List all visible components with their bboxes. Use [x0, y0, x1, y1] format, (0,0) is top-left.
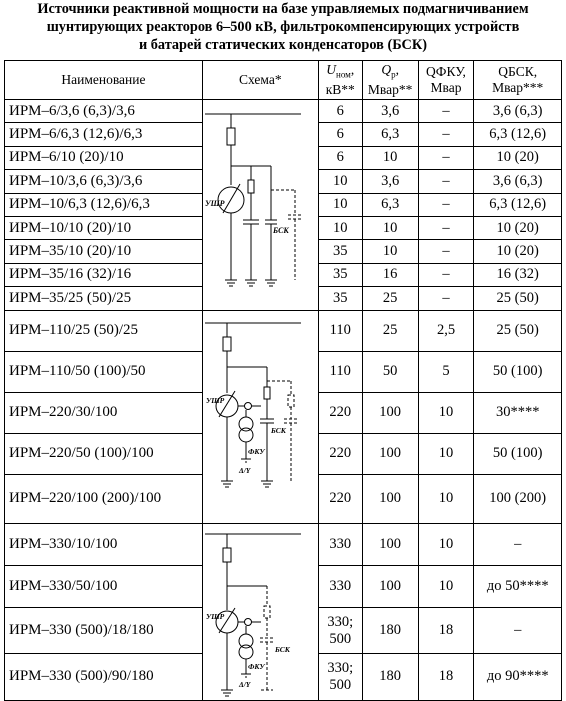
cell-name: ИРМ–330 (500)/18/180	[5, 608, 203, 654]
header-scheme: Схема*	[202, 61, 318, 100]
cell-unom: 220	[318, 392, 362, 433]
cell-qfku: –	[418, 240, 474, 263]
cell-qr: 10	[362, 216, 418, 239]
cell-qr: 6,3	[362, 123, 418, 146]
cell-qbsk: 16 (32)	[474, 263, 562, 286]
label-ushr: УШР	[205, 611, 225, 621]
cell-name: ИРМ–10/10 (20)/10	[5, 216, 203, 239]
cell-qfku: 10	[418, 474, 474, 523]
table-row	[5, 100, 562, 123]
circuit-diagram-bsk	[203, 100, 318, 301]
cell-qr: 25	[362, 310, 418, 351]
cell-unom: 10	[318, 193, 362, 216]
cell-unom: 6	[318, 146, 362, 169]
cell-qbsk: 10 (20)	[474, 240, 562, 263]
cell-qr: 100	[362, 433, 418, 474]
cell-qbsk: 50 (100)	[474, 351, 562, 392]
cell-unom: 6	[318, 123, 362, 146]
label-bsk: БСК	[272, 226, 289, 235]
label-ushr: УШР	[205, 395, 225, 405]
header-qr: $Q_р$, Мвар**	[362, 61, 418, 100]
cell-qfku: –	[418, 263, 474, 286]
cell-qbsk: 30****	[474, 392, 562, 433]
cell-name: ИРМ–6/10 (20)/10	[5, 146, 203, 169]
cell-qbsk: 3,6 (6,3)	[474, 170, 562, 193]
cell-unom: 10	[318, 216, 362, 239]
cell-unom: 220	[318, 433, 362, 474]
label-ushr: УШР	[204, 199, 225, 208]
circuit-diagram-fku-bsk	[203, 311, 318, 491]
cell-name: ИРМ–220/30/100	[5, 392, 203, 433]
specs-table	[4, 60, 562, 701]
cell-qbsk: 10 (20)	[474, 216, 562, 239]
cell-qfku: 10	[418, 523, 474, 565]
cell-unom: 6	[318, 100, 362, 123]
cell-qbsk: 10 (20)	[474, 146, 562, 169]
cell-qr: 6,3	[362, 193, 418, 216]
title-line-1: Источники реактивной мощности на базе управляемых подмагничиванием	[37, 1, 529, 17]
cell-qbsk: до 50****	[474, 565, 562, 607]
page-title	[0, 0, 566, 54]
cell-name: ИРМ–10/6,3 (12,6)/6,3	[5, 193, 203, 216]
cell-unom: 35	[318, 287, 362, 310]
cell-name: ИРМ–110/50 (100)/50	[5, 351, 203, 392]
cell-unom: 330	[318, 523, 362, 565]
cell-name: ИРМ–220/50 (100)/100	[5, 433, 203, 474]
cell-qfku: –	[418, 123, 474, 146]
cell-qfku: –	[418, 170, 474, 193]
label-delta-y: Δ/Y	[238, 465, 251, 475]
cell-qr: 3,6	[362, 100, 418, 123]
cell-name: ИРМ–10/3,6 (6,3)/3,6	[5, 170, 203, 193]
circuit-diagram-fku-bsk-330	[203, 524, 318, 700]
cell-qbsk: 3,6 (6,3)	[474, 100, 562, 123]
cell-qr: 100	[362, 474, 418, 523]
cell-qfku: –	[418, 100, 474, 123]
cell-qfku: 10	[418, 565, 474, 607]
cell-name: ИРМ–35/25 (50)/25	[5, 287, 203, 310]
cell-qfku: 18	[418, 654, 474, 700]
cell-qfku: 10	[418, 433, 474, 474]
cell-qbsk: до 90****	[474, 654, 562, 700]
cell-unom: 220	[318, 474, 362, 523]
header-qbsk: QБСК, Мвар***	[474, 61, 562, 100]
cell-qr: 3,6	[362, 170, 418, 193]
title-line-2: шунтирующих реакторов 6–500 кВ, фильтрокомпенсирующих устройств	[46, 19, 520, 35]
cell-qfku: 2,5	[418, 310, 474, 351]
label-fku: ФКУ	[247, 446, 265, 456]
cell-qr: 100	[362, 392, 418, 433]
cell-qbsk: 25 (50)	[474, 287, 562, 310]
cell-qfku: 5	[418, 351, 474, 392]
cell-qr: 180	[362, 654, 418, 700]
header-unom: $U_{ном}$, кВ**	[318, 61, 362, 100]
table-row	[5, 310, 562, 351]
cell-unom: 110	[318, 351, 362, 392]
cell-qr: 10	[362, 146, 418, 169]
label-delta-y: Δ/Y	[238, 679, 251, 689]
cell-unom: 110	[318, 310, 362, 351]
cell-qbsk: 6,3 (12,6)	[474, 193, 562, 216]
cell-name: ИРМ–330/50/100	[5, 565, 203, 607]
label-bsk: БСК	[274, 644, 290, 654]
label-bsk: БСК	[270, 425, 286, 435]
cell-unom: 330; 500	[318, 608, 362, 654]
cell-qr: 25	[362, 287, 418, 310]
cell-qfku: 10	[418, 392, 474, 433]
cell-name: ИРМ–35/16 (32)/16	[5, 263, 203, 286]
cell-name: ИРМ–35/10 (20)/10	[5, 240, 203, 263]
cell-qr: 100	[362, 565, 418, 607]
cell-qbsk: –	[474, 523, 562, 565]
cell-qr: 16	[362, 263, 418, 286]
cell-qbsk: 100 (200)	[474, 474, 562, 523]
cell-unom: 330	[318, 565, 362, 607]
scheme-cell-group-2	[202, 310, 318, 523]
cell-qbsk: –	[474, 608, 562, 654]
cell-qbsk: 25 (50)	[474, 310, 562, 351]
cell-qfku: –	[418, 146, 474, 169]
cell-unom: 330; 500	[318, 654, 362, 700]
title-line-3: и батарей статических конденсаторов (БСК)	[138, 37, 428, 53]
header-qfku: QФКУ, Мвар	[418, 61, 474, 100]
cell-qr: 100	[362, 523, 418, 565]
cell-qr: 50	[362, 351, 418, 392]
table-header-row	[5, 61, 562, 100]
cell-unom: 35	[318, 263, 362, 286]
cell-name: ИРМ–220/100 (200)/100	[5, 474, 203, 523]
scheme-cell-group-3	[202, 523, 318, 700]
cell-qfku: –	[418, 287, 474, 310]
cell-unom: 10	[318, 170, 362, 193]
cell-name: ИРМ–330 (500)/90/180	[5, 654, 203, 700]
table-row	[5, 523, 562, 565]
cell-unom: 35	[318, 240, 362, 263]
cell-name: ИРМ–6/6,3 (12,6)/6,3	[5, 123, 203, 146]
cell-name: ИРМ–110/25 (50)/25	[5, 310, 203, 351]
cell-qfku: 18	[418, 608, 474, 654]
cell-qbsk: 50 (100)	[474, 433, 562, 474]
cell-qfku: –	[418, 216, 474, 239]
scheme-cell-group-1	[202, 100, 318, 311]
cell-qr: 180	[362, 608, 418, 654]
header-name: Наименование	[5, 61, 203, 100]
cell-name: ИРМ–6/3,6 (6,3)/3,6	[5, 100, 203, 123]
cell-qr: 10	[362, 240, 418, 263]
cell-qbsk: 6,3 (12,6)	[474, 123, 562, 146]
cell-name: ИРМ–330/10/100	[5, 523, 203, 565]
cell-qfku: –	[418, 193, 474, 216]
label-fku: ФКУ	[247, 661, 265, 671]
